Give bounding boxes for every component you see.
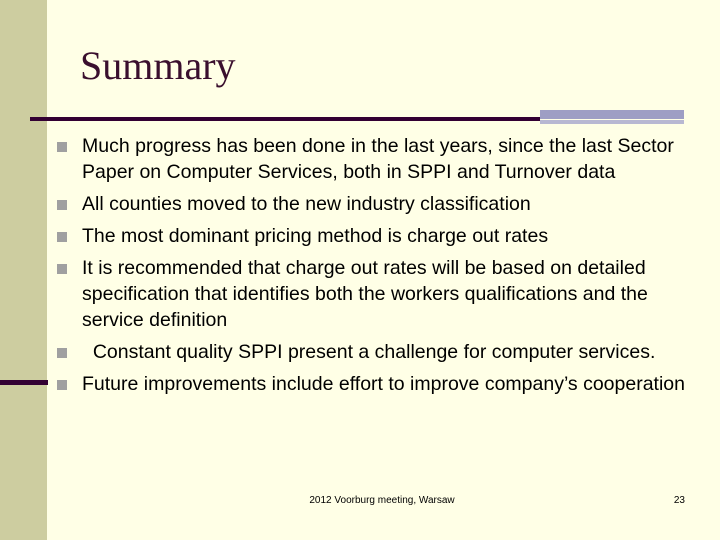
bullet-item: [56, 191, 686, 217]
square-bullet-icon: [57, 380, 67, 390]
left-band-accent-line: [0, 380, 48, 385]
slide-title: Summary: [80, 43, 236, 88]
square-bullet-icon: [57, 264, 67, 274]
bullet-text: Much progress has been done in the last years, since the last Sector Paper on Computer Services, both in SPPI and Turnover data: [82, 135, 674, 183]
bullet-item: [56, 255, 686, 333]
bullet-item: [56, 339, 686, 365]
title-divider-accent-lower: [540, 120, 684, 124]
square-bullet-icon: [57, 348, 67, 358]
bullet-text: The most dominant pricing method is charge out rates: [82, 225, 549, 247]
bullet-item: [56, 371, 686, 397]
square-bullet-icon: [57, 142, 67, 152]
bullet-text: All counties moved to the new industry classification: [82, 193, 531, 215]
bullet-text: Constant quality SPPI present a challenge for computer services.: [82, 341, 656, 363]
page-number: 23: [673, 495, 685, 506]
footer-text: 2012 Voorburg meeting, Warsaw: [309, 495, 455, 506]
bullet-text: It is recommended that charge out rates will be based on detailed specification that identifies both the workers qualifications and the service definition: [82, 257, 648, 331]
title-divider-accent: [540, 110, 684, 119]
square-bullet-icon: [57, 232, 67, 242]
bullet-item: [56, 223, 686, 249]
bullet-item: [56, 133, 686, 185]
square-bullet-icon: [57, 200, 67, 210]
left-decorative-band: [0, 0, 47, 540]
bullet-list: [56, 133, 686, 403]
bullet-text: Future improvements include effort to improve company’s cooperation: [82, 373, 685, 395]
title-divider-line: [30, 117, 540, 121]
